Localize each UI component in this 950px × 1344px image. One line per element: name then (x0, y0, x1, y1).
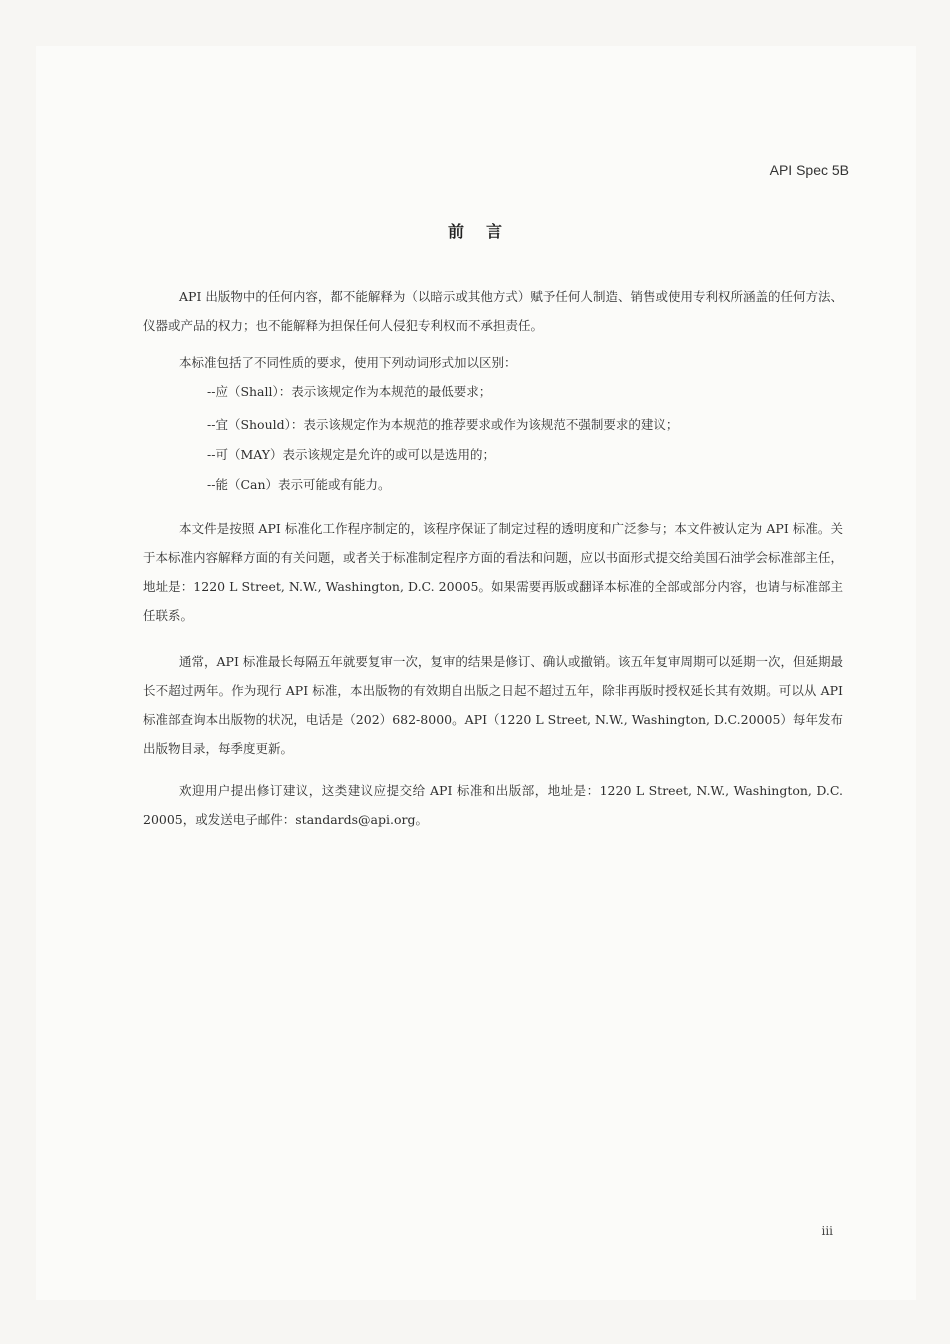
verb-item-should: --宜（Should）：表示该规定作为本规范的推荐要求或作为该规范不强制要求的建议； (207, 417, 679, 432)
verb-item-can: --能（Can）表示可能或有能力。 (207, 477, 391, 492)
page-number: iii (821, 1224, 833, 1238)
page-title: 前言 (447, 222, 524, 241)
verb-item-shall: --应（Shall）：表示该规定作为本规范的最低要求； (207, 384, 492, 399)
paragraph-review-cycle: 通常，API 标准最长每隔五年就要复审一次，复审的结果是修订、确认或撤销。该五年复审周期可以延期一次，但延期最长不超过两年。作为现行 API 标准，本出版物的有效期自出版之日起不超过五年，除非再版时授权延长其有效期。可以从 API 标准部查询本出版物的状况，电话是（202）682-8000。API（1220 L Street, N.W., Washington, D.C.20005）每年发布出版物目录，每季度更新。 (143, 654, 843, 756)
spec-reference: API Spec 5B (769, 162, 849, 178)
paragraph-verb-forms-intro: 本标准包括了不同性质的要求，使用下列动词形式加以区别： (179, 355, 517, 370)
paragraph-standardization-process: 本文件是按照 API 标准化工作程序制定的，该程序保证了制定过程的透明度和广泛参与；本文件被认定为 API 标准。关于本标准内容解释方面的有关问题，或者关于标准制定程序方面的看法和问题，应以书面形式提交给美国石油学会标准部主任，地址是：1220 L Street, N.W., Washington, D.C. 20005。如果需要再版或翻译本标准的全部或部分内容，也请与标准部主任联系。 (143, 521, 844, 623)
paragraph-revision-suggestions: 欢迎用户提出修订建议，这类建议应提交给 API 标准和出版部，地址是：1220 L Street, N.W., Washington, D.C. 20005，或发送电子邮件：standards@api.org。 (143, 783, 843, 827)
verb-item-may: --可（MAY）表示该规定是允许的或可以是选用的； (207, 447, 496, 462)
paragraph-patent-disclaimer: API 出版物中的任何内容，都不能解释为（以暗示或其他方式）赋予任何人制造、销售或使用专利权所涵盖的任何方法、仪器或产品的权力；也不能解释为担保任何人侵犯专利权而不承担责任。 (143, 289, 843, 333)
